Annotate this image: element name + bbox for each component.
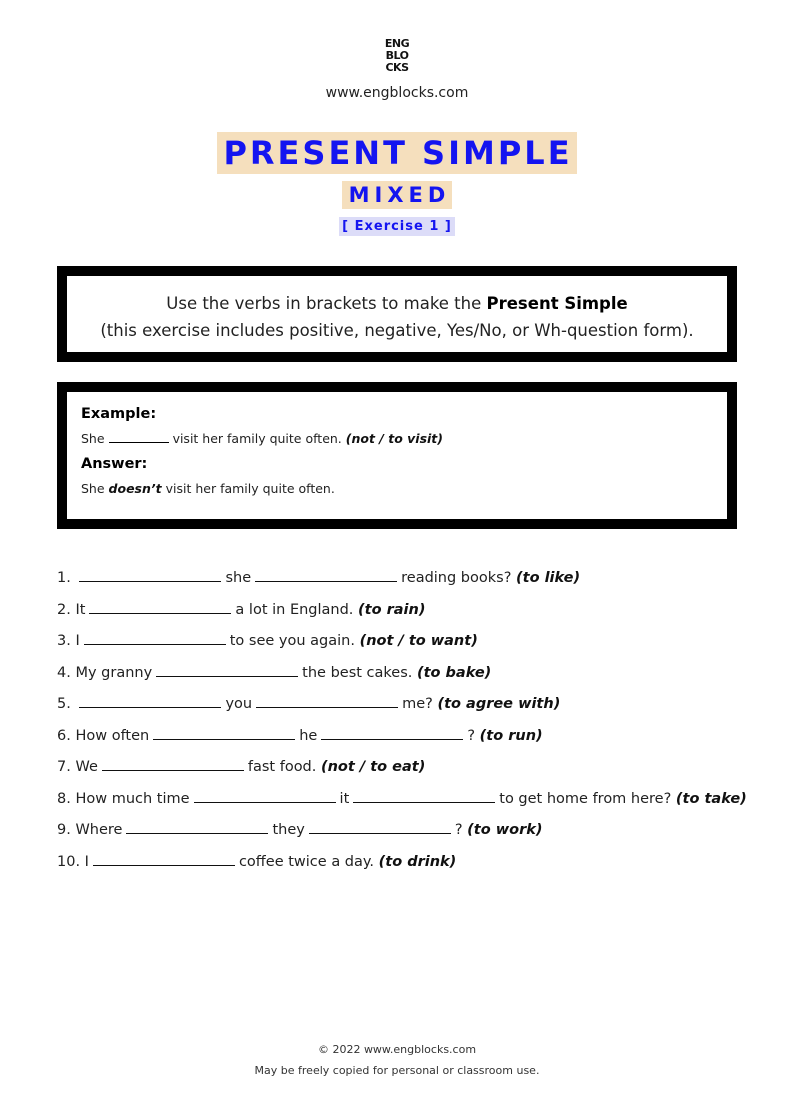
question-text: me? — [402, 696, 433, 712]
question-text: I — [75, 633, 80, 649]
example-blank — [109, 432, 169, 443]
question-text: a lot in England. — [235, 601, 354, 618]
question-hint: (not / to eat) — [320, 759, 426, 775]
question-item — [57, 690, 757, 722]
logo-line-2: BLO — [385, 49, 409, 62]
answer-sentence — [81, 480, 727, 498]
question-text: ? — [467, 727, 476, 744]
question-number: 8. — [57, 790, 71, 807]
instructions-line-1 — [67, 290, 727, 317]
answer-after: visit her family quite often. — [165, 481, 335, 496]
question-hint: (to work) — [467, 822, 543, 838]
question-item — [57, 596, 757, 628]
question-item — [57, 564, 757, 596]
example-hint: (not / to visit) — [345, 431, 443, 446]
example-sentence — [81, 430, 727, 448]
question-text: they — [272, 822, 305, 838]
instructions-tense: Present Simple — [486, 294, 628, 313]
question-text: ? — [454, 822, 463, 838]
footer-copyright: © 2022 www.engblocks.com — [317, 1043, 477, 1056]
answer-heading: Answer: — [81, 456, 148, 472]
instructions-line-2: (this exercise includes positive, negative, Yes/No, or Wh-question form). — [100, 321, 694, 340]
worksheet-title-wrap — [0, 132, 794, 174]
question-item — [57, 785, 757, 817]
question-hint: (to like) — [516, 570, 581, 586]
answer-blank[interactable] — [353, 785, 495, 803]
worksheet-subtitle: MIXED — [342, 181, 453, 209]
question-hint: (to drink) — [378, 853, 457, 870]
question-text: to see you again. — [229, 633, 355, 649]
question-number: 6. — [57, 727, 71, 744]
question-number: 7. — [57, 759, 71, 775]
question-hint: (to run) — [479, 727, 543, 744]
answer-blank[interactable] — [79, 690, 221, 708]
answer-before: She — [81, 481, 105, 496]
example-after: visit her family quite often. — [172, 431, 342, 446]
answer-blank[interactable] — [126, 816, 268, 834]
question-hint: (to bake) — [416, 664, 492, 681]
site-url[interactable]: www.engblocks.com — [325, 85, 469, 101]
engblocks-logo — [381, 38, 413, 74]
question-text: My granny — [75, 664, 153, 681]
answer-blank[interactable] — [321, 722, 463, 740]
answer-blank[interactable] — [89, 596, 231, 614]
question-text: fast food. — [247, 759, 317, 775]
question-number: 1. — [57, 570, 71, 586]
question-hint: (to take) — [675, 790, 747, 807]
question-item — [57, 753, 757, 785]
question-text: I — [84, 853, 89, 870]
question-text: reading books? — [401, 570, 512, 586]
example-before: She — [81, 431, 105, 446]
question-text: to get home from here? — [499, 790, 672, 807]
question-text: It — [75, 601, 86, 618]
question-text: How much time — [75, 790, 190, 807]
exercise-tag: [ Exercise 1 ] — [339, 217, 455, 236]
instructions-box — [57, 266, 737, 362]
question-item — [57, 848, 757, 880]
answer-blank[interactable] — [256, 690, 398, 708]
answer-blank[interactable] — [102, 753, 244, 771]
instructions-text: Use the verbs in brackets to make the — [166, 294, 487, 313]
answer-blank[interactable] — [93, 848, 235, 866]
answer-blank[interactable] — [194, 785, 336, 803]
question-number: 10. — [57, 853, 81, 870]
answer-blank[interactable] — [255, 564, 397, 582]
logo-line-1: ENG — [384, 37, 410, 50]
question-item — [57, 816, 757, 848]
answer-verb: doesn’t — [108, 481, 162, 496]
question-text: Where — [75, 822, 123, 838]
question-number: 5. — [57, 696, 71, 712]
answer-blank[interactable] — [153, 722, 295, 740]
logo-line-3: CKS — [385, 61, 409, 74]
answer-blank[interactable] — [79, 564, 221, 582]
worksheet-subtitle-wrap — [0, 181, 794, 209]
question-item — [57, 627, 757, 659]
question-item — [57, 659, 757, 691]
question-text: How often — [75, 727, 150, 744]
question-text: she — [225, 570, 252, 586]
question-list — [57, 564, 757, 879]
answer-blank[interactable] — [309, 816, 451, 834]
question-item — [57, 722, 757, 754]
question-text: he — [299, 727, 318, 744]
question-number: 2. — [57, 601, 71, 618]
question-number: 4. — [57, 664, 71, 681]
answer-blank[interactable] — [156, 659, 298, 677]
worksheet-title: PRESENT SIMPLE — [217, 132, 576, 174]
question-hint: (to agree with) — [437, 696, 561, 712]
question-text: coffee twice a day. — [238, 853, 375, 870]
example-box — [57, 382, 737, 529]
question-text: it — [339, 790, 350, 807]
exercise-tag-wrap — [0, 215, 794, 236]
answer-blank[interactable] — [84, 627, 226, 645]
example-heading: Example: — [81, 406, 157, 422]
question-number: 3. — [57, 633, 71, 649]
question-text: the best cakes. — [302, 664, 413, 681]
question-text: We — [75, 759, 98, 775]
question-hint: (to rain) — [358, 601, 426, 618]
question-number: 9. — [57, 822, 71, 838]
question-hint: (not / to want) — [359, 633, 478, 649]
footer-notice: May be freely copied for personal or classroom use. — [254, 1064, 540, 1077]
question-text: you — [225, 696, 253, 712]
